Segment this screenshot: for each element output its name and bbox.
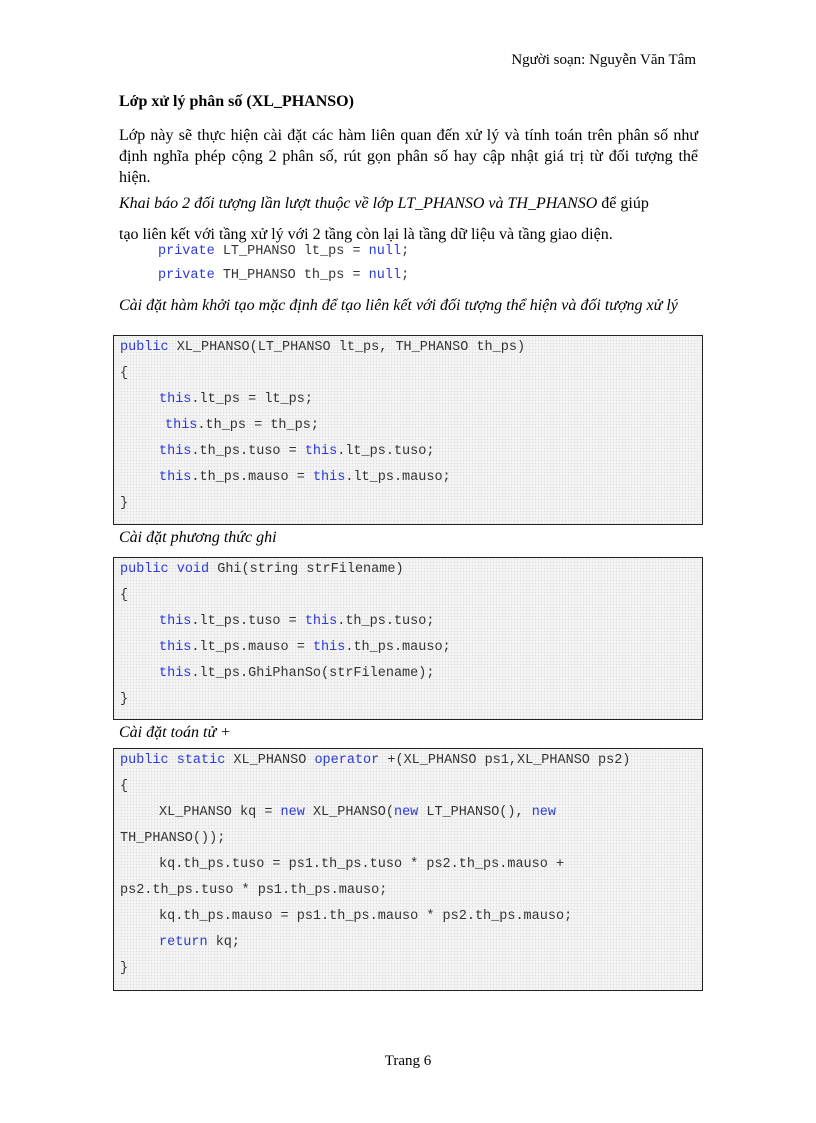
decl-code-line-1: private LT_PHANSO lt_ps = null; [158, 244, 410, 259]
code-line: } [120, 692, 129, 707]
code-line: } [120, 496, 129, 511]
code-line: kq.th_ps.mauso = ps1.th_ps.mauso * ps2.th_ps.mauso; [159, 909, 573, 924]
declare-paragraph [119, 188, 698, 250]
code-line: public XL_PHANSO(LT_PHANSO lt_ps, TH_PHANSO th_ps) [120, 340, 526, 355]
declare-normal: để giúp [597, 195, 649, 212]
declare-line2: tạo liên kết với tầng xử lý với 2 tầng còn lại là tầng dữ liệu và tầng giao diện. [119, 226, 613, 243]
code-line: return kq; [159, 935, 241, 950]
code-block-write [113, 557, 703, 720]
code-block-operator [113, 748, 703, 991]
code-line: TH_PHANSO()); [120, 831, 226, 846]
code-line: this.th_ps.tuso = this.lt_ps.tuso; [159, 444, 435, 459]
code-line: { [120, 366, 129, 381]
write-caption: Cài đặt phương thức ghi [119, 529, 277, 546]
page-header-author: Người soạn: Nguyễn Văn Tâm [511, 52, 696, 68]
code-line: } [120, 961, 129, 976]
code-line: ps2.th_ps.tuso * ps1.th_ps.mauso; [120, 883, 388, 898]
decl-code-line-2: private TH_PHANSO th_ps = null; [158, 268, 410, 283]
page-number: Trang 6 [384, 1053, 432, 1069]
section-title: Lớp xử lý phân số (XL_PHANSO) [119, 93, 354, 110]
operator-caption: Cài đặt toán tử + [119, 724, 231, 741]
code-line: XL_PHANSO kq = new XL_PHANSO(new LT_PHANSO(), new [159, 805, 557, 820]
code-line: this.lt_ps.mauso = this.th_ps.mauso; [159, 640, 451, 655]
code-line: this.th_ps = th_ps; [165, 418, 319, 433]
code-line: this.lt_ps.GhiPhanSo(strFilename); [159, 666, 435, 681]
code-line: { [120, 588, 129, 603]
declare-italic: Khai báo 2 đối tượng lần lượt thuộc về lớp LT_PHANSO và TH_PHANSO [119, 195, 598, 212]
code-line: kq.th_ps.tuso = ps1.th_ps.tuso * ps2.th_ps.mauso + [159, 857, 565, 872]
code-line: this.lt_ps = lt_ps; [159, 392, 313, 407]
code-line: this.th_ps.mauso = this.lt_ps.mauso; [159, 470, 451, 485]
code-block-constructor [113, 335, 703, 525]
code-line: public void Ghi(string strFilename) [120, 562, 404, 577]
code-line: this.lt_ps.tuso = this.th_ps.tuso; [159, 614, 435, 629]
code-line: { [120, 779, 129, 794]
intro-paragraph: Lớp này sẽ thực hiện cài đặt các hàm liên quan đến xử lý và tính toán trên phân số như định nghĩa phép cộng 2 phân số, rút gọn phân số hay cập nhật giá trị từ đối tượng thể hiện. [119, 127, 698, 186]
constructor-caption: Cài đặt hàm khởi tạo mặc định để tạo liên kết với đối tượng thể hiện và đối tượng xử lý [119, 297, 678, 314]
code-line: public static XL_PHANSO operator +(XL_PHANSO ps1,XL_PHANSO ps2) [120, 753, 631, 768]
